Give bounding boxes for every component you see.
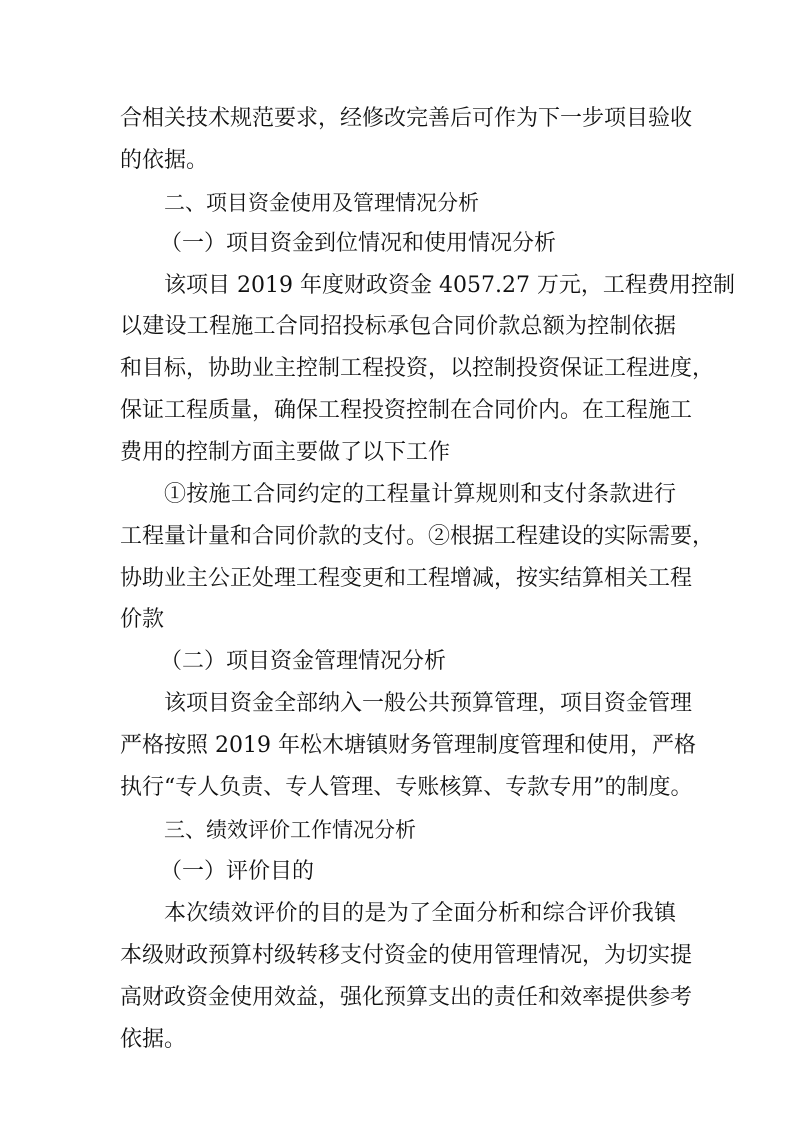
section-heading-2: 二、项目资金使用及管理情况分析	[164, 191, 479, 215]
body-text-line: 合相关技术规范要求，经修改完善后可作为下一步项目验收	[120, 106, 693, 131]
body-text-line: 该项目 2019 年度财政资金 4057.27 万元，工程费用控制	[164, 273, 735, 298]
subsection-heading: （一）项目资金到位情况和使用情况分析	[160, 231, 557, 256]
body-text-line: 和目标，协助业主控制工程投资，以控制投资保证工程进度，	[120, 356, 715, 381]
body-text-line: 工程量计量和合同价款的支付。②根据工程建设的实际需要，	[120, 524, 715, 549]
body-text-line: 保证工程质量，确保工程投资控制在合同价内。在工程施工	[120, 398, 693, 423]
body-text-line: 依据。	[120, 1027, 187, 1052]
subsection-heading: （一）评价目的	[160, 859, 315, 884]
subsection-heading: （二）项目资金管理情况分析	[160, 649, 447, 674]
body-text-line: 该项目资金全部纳入一般公共预算管理，项目资金管理	[164, 691, 693, 716]
body-text-line: 本次绩效评价的目的是为了全面分析和综合评价我镇	[164, 901, 676, 926]
section-heading-3: 三、绩效评价工作情况分析	[164, 818, 416, 842]
body-text-line: 协助业主公正处理工程变更和工程增减，按实结算相关工程	[120, 566, 693, 591]
body-text-line: 价款	[120, 607, 165, 632]
body-text-line: 以建设工程施工合同招投标承包合同价款总额为控制依据	[120, 314, 676, 339]
body-text-line: 执行“专人负责、专人管理、专账核算、专款专用”的制度。	[120, 775, 693, 800]
body-text-line: ①按施工合同约定的工程量计算规则和支付条款进行	[164, 482, 676, 507]
body-text-line: 高财政资金使用效益，强化预算支出的责任和效率提供参考	[120, 985, 693, 1010]
body-text-line: 本级财政预算村级转移支付资金的使用管理情况，为切实提	[120, 943, 693, 968]
body-text-line: 费用的控制方面主要做了以下工作	[120, 440, 451, 465]
body-text-line: 的依据。	[120, 148, 209, 173]
body-text-line: 严格按照 2019 年松木塘镇财务管理制度管理和使用，严格	[120, 733, 696, 758]
